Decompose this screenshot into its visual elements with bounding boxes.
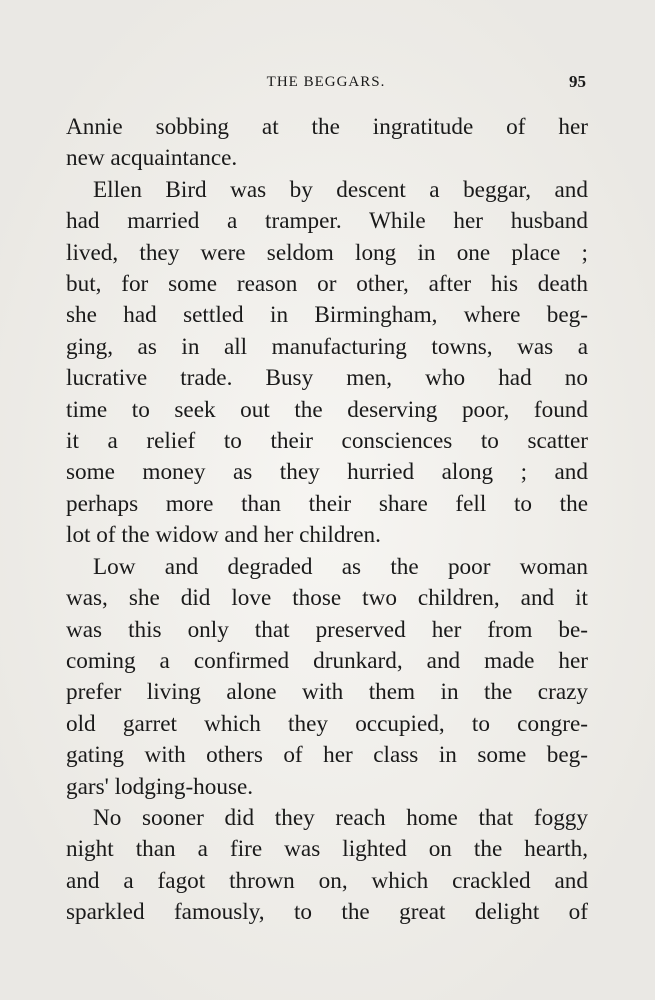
text-line: perhaps more than their share fell to the [66, 490, 588, 517]
text-line: prefer living alone with them in the crazy [66, 679, 588, 706]
text-line: some money as they hurried along ; and [66, 459, 588, 486]
running-head [66, 74, 586, 98]
text-line: time to seek out the deserving poor, found [66, 396, 588, 423]
text-line: ging, as in all manufacturing towns, was a [66, 333, 588, 360]
paragraph [66, 552, 588, 803]
text-line: No sooner did they reach home that foggy [93, 804, 588, 831]
text-line: Low and degraded as the poor woman [93, 553, 588, 580]
text-line: lucrative trade. Busy men, who had no [66, 365, 588, 392]
text-line: new acquaintance. [66, 145, 238, 172]
text-line: sparkled famously, to the great delight of [66, 899, 588, 926]
text-line: night than a fire was lighted on the hearth, [66, 836, 588, 863]
running-title: THE BEGGARS. [266, 74, 386, 90]
paragraph [66, 803, 588, 929]
text-line: lived, they were seldom long in one place ; [66, 239, 588, 266]
text-line: coming a confirmed drunkard, and made her [66, 647, 588, 674]
text-line: was, she did love those two children, and it [66, 585, 588, 612]
text-line: she had settled in Birmingham, where beg- [66, 302, 588, 329]
text-line: gars' lodging-house. [66, 773, 254, 800]
text-line: and a fagot thrown on, which crackled and [66, 867, 588, 894]
text-line: but, for some reason or other, after his death [66, 271, 588, 298]
text-line: Ellen Bird was by descent a beggar, and [93, 176, 588, 203]
body-text [66, 112, 588, 929]
text-line: lot of the widow and her children. [66, 522, 381, 549]
page-number: 95 [569, 72, 586, 91]
text-line: old garret which they occupied, to congre- [66, 710, 588, 737]
paragraph [66, 175, 588, 552]
text-line: Annie sobbing at the ingratitude of her [66, 114, 588, 140]
paragraph [66, 112, 588, 175]
text-line: gating with others of her class in some beg- [66, 742, 588, 769]
text-line: it a relief to their consciences to scatter [66, 428, 588, 455]
text-line: had married a tramper. While her husband [66, 208, 588, 235]
text-line: was this only that preserved her from be- [66, 616, 588, 643]
